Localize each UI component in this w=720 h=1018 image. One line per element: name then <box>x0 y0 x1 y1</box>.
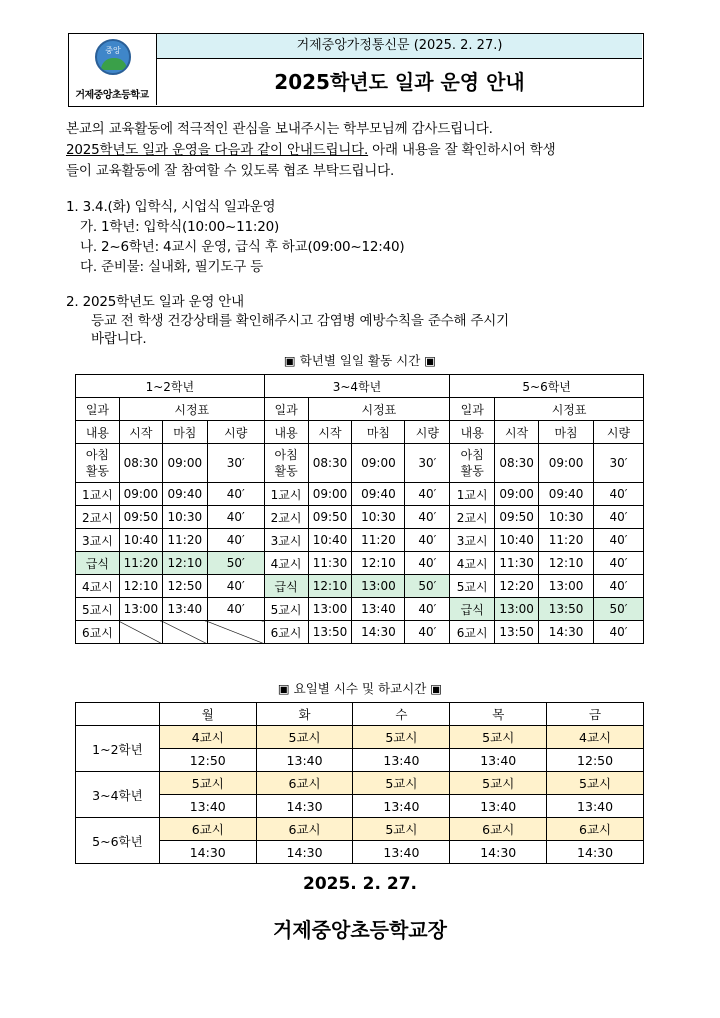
time-cell: 09:00 <box>352 444 405 483</box>
time-cell: 40′ <box>405 483 450 506</box>
time-cell: 12:10 <box>308 575 352 598</box>
time-cell: 40′ <box>594 621 644 644</box>
time-cell: 12:10 <box>119 575 162 598</box>
time-cell: 09:50 <box>119 506 162 529</box>
activity-cell: 4교시 <box>76 575 120 598</box>
time-cell: 09:50 <box>495 506 539 529</box>
time-cell: 09:00 <box>539 444 594 483</box>
activity-header: 내용 <box>76 421 120 444</box>
column-header: 마침 <box>352 421 405 444</box>
period-count-cell: 6교시 <box>256 772 353 795</box>
period-count-cell: 4교시 <box>159 726 256 749</box>
activity-cell <box>450 444 495 483</box>
table1-header-row-1 <box>76 398 644 421</box>
activity-header: 일과 <box>76 398 120 421</box>
dismissal-time-cell: 13:40 <box>256 749 353 772</box>
activity-cell: 5교시 <box>264 598 308 621</box>
time-cell: 11:30 <box>495 552 539 575</box>
section1-item-a: 가. 1학년: 입학식(10:00~11:20) <box>80 219 280 235</box>
time-cell: 09:00 <box>495 483 539 506</box>
dismissal-time-cell: 12:50 <box>159 749 256 772</box>
time-cell: 12:50 <box>162 575 207 598</box>
activity-cell: 6교시 <box>76 621 120 644</box>
section1-title: 1. 3.4.(화) 입학식, 시업식 일과운영 <box>66 199 276 215</box>
table-row <box>76 575 644 598</box>
schedule-header: 시정표 <box>308 398 450 421</box>
time-cell: 09:00 <box>119 483 162 506</box>
activity-header: 일과 <box>450 398 495 421</box>
activity-cell: 급식 <box>264 575 308 598</box>
column-header: 마침 <box>162 421 207 444</box>
dismissal-time-cell: 13:40 <box>159 795 256 818</box>
time-cell <box>119 621 162 644</box>
time-cell: 11:20 <box>162 529 207 552</box>
period-count-cell: 6교시 <box>256 818 353 841</box>
time-cell: 11:20 <box>539 529 594 552</box>
grade-cell: 5~6학년 <box>76 818 160 864</box>
time-cell: 14:30 <box>352 621 405 644</box>
table2-caption: ▣ 요일별 시수 및 하교시간 ▣ <box>277 681 443 696</box>
weekday-dismissal-table <box>75 702 644 864</box>
dismissal-time-cell: 13:40 <box>353 795 450 818</box>
column-header: 시작 <box>308 421 352 444</box>
table-row <box>76 483 644 506</box>
time-cell: 12:10 <box>352 552 405 575</box>
principal-signature: 거제중앙초등학교장 <box>273 918 447 942</box>
table-row <box>76 444 644 483</box>
time-cell: 10:40 <box>308 529 352 552</box>
intro-line-2 <box>66 140 555 161</box>
table-row <box>76 552 644 575</box>
table-row <box>76 726 644 749</box>
period-count-cell: 4교시 <box>547 726 644 749</box>
weekday-header: 수 <box>353 703 450 726</box>
school-logo-box <box>69 34 157 105</box>
activity-cell <box>76 444 120 483</box>
period-count-cell: 6교시 <box>547 818 644 841</box>
table-row <box>76 772 644 795</box>
time-cell: 40′ <box>405 598 450 621</box>
activity-label: 활동 <box>85 464 110 478</box>
activity-cell: 3교시 <box>76 529 120 552</box>
time-cell: 13:50 <box>308 621 352 644</box>
activity-cell: 1교시 <box>264 483 308 506</box>
dismissal-time-cell: 14:30 <box>547 841 644 864</box>
activity-cell: 2교시 <box>76 506 120 529</box>
column-header: 시작 <box>495 421 539 444</box>
activity-cell: 3교시 <box>264 529 308 552</box>
time-cell: 10:30 <box>539 506 594 529</box>
newsletter-label: 거제중앙가정통신문 (2025. 2. 27.) <box>157 34 642 59</box>
section1-item-b: 나. 2~6학년: 4교시 운영, 급식 후 하교(09:00~12:40) <box>80 239 405 255</box>
weekday-header: 화 <box>256 703 353 726</box>
time-cell: 40′ <box>207 483 264 506</box>
time-cell: 09:00 <box>308 483 352 506</box>
period-count-cell: 5교시 <box>450 772 547 795</box>
time-cell: 40′ <box>207 506 264 529</box>
time-cell: 09:00 <box>162 444 207 483</box>
column-header: 시작 <box>119 421 162 444</box>
grade-group-header: 5~6학년 <box>450 375 644 398</box>
intro-underlined: 2025학년도 일과 운영을 다음과 같이 안내드립니다. <box>66 142 369 158</box>
dismissal-time-cell: 14:30 <box>450 841 547 864</box>
time-cell: 30′ <box>594 444 644 483</box>
activity-cell: 6교시 <box>264 621 308 644</box>
time-cell: 10:30 <box>162 506 207 529</box>
time-cell: 50′ <box>207 552 264 575</box>
period-count-cell: 6교시 <box>159 818 256 841</box>
table1-group-row <box>76 375 644 398</box>
grade-cell: 1~2학년 <box>76 726 160 772</box>
table-row <box>76 529 644 552</box>
newsletter-header <box>68 33 644 107</box>
emblem-mountain <box>101 58 127 70</box>
time-cell: 12:20 <box>495 575 539 598</box>
section1-item-c: 다. 준비물: 실내화, 필기도구 등 <box>80 259 263 275</box>
daily-schedule-table <box>75 374 644 644</box>
grade-group-header: 1~2학년 <box>76 375 265 398</box>
activity-header: 내용 <box>450 421 495 444</box>
time-cell: 11:30 <box>308 552 352 575</box>
activity-cell: 2교시 <box>264 506 308 529</box>
column-header: 시량 <box>207 421 264 444</box>
weekday-header: 목 <box>450 703 547 726</box>
section2-title: 2. 2025학년도 일과 운영 안내 <box>66 294 244 310</box>
dismissal-time-cell: 14:30 <box>256 795 353 818</box>
table-row <box>76 621 644 644</box>
time-cell: 13:40 <box>352 598 405 621</box>
time-cell: 13:00 <box>495 598 539 621</box>
corner-cell <box>76 703 160 726</box>
grade-group-header: 3~4학년 <box>264 375 450 398</box>
activity-cell: 5교시 <box>450 575 495 598</box>
activity-cell <box>264 444 308 483</box>
weekday-header: 금 <box>547 703 644 726</box>
column-header: 시량 <box>594 421 644 444</box>
dismissal-time-cell: 12:50 <box>547 749 644 772</box>
activity-cell: 1교시 <box>450 483 495 506</box>
time-cell: 10:40 <box>119 529 162 552</box>
activity-cell: 6교시 <box>450 621 495 644</box>
time-cell: 40′ <box>405 621 450 644</box>
activity-cell: 3교시 <box>450 529 495 552</box>
time-cell: 40′ <box>207 598 264 621</box>
table-row <box>76 818 644 841</box>
school-emblem-icon <box>95 39 131 75</box>
time-cell: 40′ <box>594 575 644 598</box>
table-row <box>76 506 644 529</box>
time-cell: 40′ <box>594 552 644 575</box>
time-cell: 40′ <box>207 529 264 552</box>
time-cell <box>162 621 207 644</box>
period-count-cell: 5교시 <box>353 818 450 841</box>
time-cell: 13:40 <box>162 598 207 621</box>
time-cell: 50′ <box>594 598 644 621</box>
period-count-cell: 5교시 <box>353 772 450 795</box>
time-cell: 13:00 <box>308 598 352 621</box>
intro-line-1: 본교의 교육활동에 적극적인 관심을 보내주시는 학부모님께 감사드립니다. <box>66 121 493 137</box>
time-cell: 13:00 <box>352 575 405 598</box>
time-cell: 40′ <box>405 552 450 575</box>
school-name: 거제중앙초등학교 <box>75 90 149 101</box>
time-cell: 12:10 <box>162 552 207 575</box>
activity-label: 아침 <box>85 448 110 462</box>
time-cell: 08:30 <box>119 444 162 483</box>
time-cell: 40′ <box>405 529 450 552</box>
time-cell: 40′ <box>594 529 644 552</box>
time-cell: 13:50 <box>495 621 539 644</box>
activity-cell: 4교시 <box>264 552 308 575</box>
time-cell: 30′ <box>405 444 450 483</box>
activity-cell: 급식 <box>450 598 495 621</box>
table2-header-row <box>76 703 644 726</box>
dismissal-time-cell: 14:30 <box>256 841 353 864</box>
time-cell: 11:20 <box>119 552 162 575</box>
intro-line-2-rest: 아래 내용을 잘 확인하시어 학생 <box>368 142 556 158</box>
time-cell: 14:30 <box>539 621 594 644</box>
column-header: 시량 <box>405 421 450 444</box>
dismissal-time-cell: 13:40 <box>450 749 547 772</box>
emblem-text: 중앙 <box>105 46 121 55</box>
time-cell: 40′ <box>207 575 264 598</box>
issue-date: 2025. 2. 27. <box>302 874 417 894</box>
activity-cell: 5교시 <box>76 598 120 621</box>
activity-cell: 1교시 <box>76 483 120 506</box>
dismissal-time-cell: 13:40 <box>547 795 644 818</box>
schedule-header: 시정표 <box>495 398 644 421</box>
time-cell: 09:40 <box>539 483 594 506</box>
column-header: 마침 <box>539 421 594 444</box>
time-cell: 13:00 <box>539 575 594 598</box>
time-cell: 40′ <box>594 506 644 529</box>
activity-label: 활동 <box>274 464 298 478</box>
activity-label: 활동 <box>460 464 484 478</box>
table-row <box>76 598 644 621</box>
activity-cell: 급식 <box>76 552 120 575</box>
time-cell: 09:40 <box>162 483 207 506</box>
table-row <box>76 749 644 772</box>
period-count-cell: 6교시 <box>450 818 547 841</box>
section2-desc-1: 등교 전 학생 건강상태를 확인해주시고 감염병 예방수칙을 준수해 주시기 <box>91 313 509 329</box>
time-cell: 09:40 <box>352 483 405 506</box>
time-cell: 40′ <box>405 506 450 529</box>
time-cell: 13:00 <box>119 598 162 621</box>
time-cell: 30′ <box>207 444 264 483</box>
activity-cell: 2교시 <box>450 506 495 529</box>
time-cell: 10:30 <box>352 506 405 529</box>
dismissal-time-cell: 13:40 <box>353 841 450 864</box>
activity-header: 내용 <box>264 421 308 444</box>
section2-desc-2: 바랍니다. <box>91 331 147 347</box>
time-cell: 11:20 <box>352 529 405 552</box>
table-row <box>76 841 644 864</box>
table1-header-row-2 <box>76 421 644 444</box>
page-title: 2025학년도 일과 운영 안내 <box>274 70 525 94</box>
dismissal-time-cell: 14:30 <box>159 841 256 864</box>
dismissal-time-cell: 13:40 <box>353 749 450 772</box>
time-cell: 40′ <box>594 483 644 506</box>
time-cell <box>207 621 264 644</box>
time-cell: 13:50 <box>539 598 594 621</box>
table1-caption: ▣ 학년별 일일 활동 시간 ▣ <box>283 353 437 368</box>
intro-line-3: 들이 교육활동에 잘 참여할 수 있도록 협조 부탁드립니다. <box>66 163 395 179</box>
weekday-header: 월 <box>159 703 256 726</box>
period-count-cell: 5교시 <box>159 772 256 795</box>
time-cell: 08:30 <box>308 444 352 483</box>
dismissal-time-cell: 13:40 <box>450 795 547 818</box>
period-count-cell: 5교시 <box>256 726 353 749</box>
activity-header: 일과 <box>264 398 308 421</box>
period-count-cell: 5교시 <box>353 726 450 749</box>
period-count-cell: 5교시 <box>450 726 547 749</box>
activity-label: 아침 <box>274 448 298 462</box>
time-cell: 50′ <box>405 575 450 598</box>
schedule-header: 시정표 <box>119 398 264 421</box>
time-cell: 09:50 <box>308 506 352 529</box>
table-row <box>76 795 644 818</box>
activity-label: 아침 <box>460 448 484 462</box>
time-cell: 10:40 <box>495 529 539 552</box>
time-cell: 12:10 <box>539 552 594 575</box>
time-cell: 08:30 <box>495 444 539 483</box>
activity-cell: 4교시 <box>450 552 495 575</box>
period-count-cell: 5교시 <box>547 772 644 795</box>
grade-cell: 3~4학년 <box>76 772 160 818</box>
